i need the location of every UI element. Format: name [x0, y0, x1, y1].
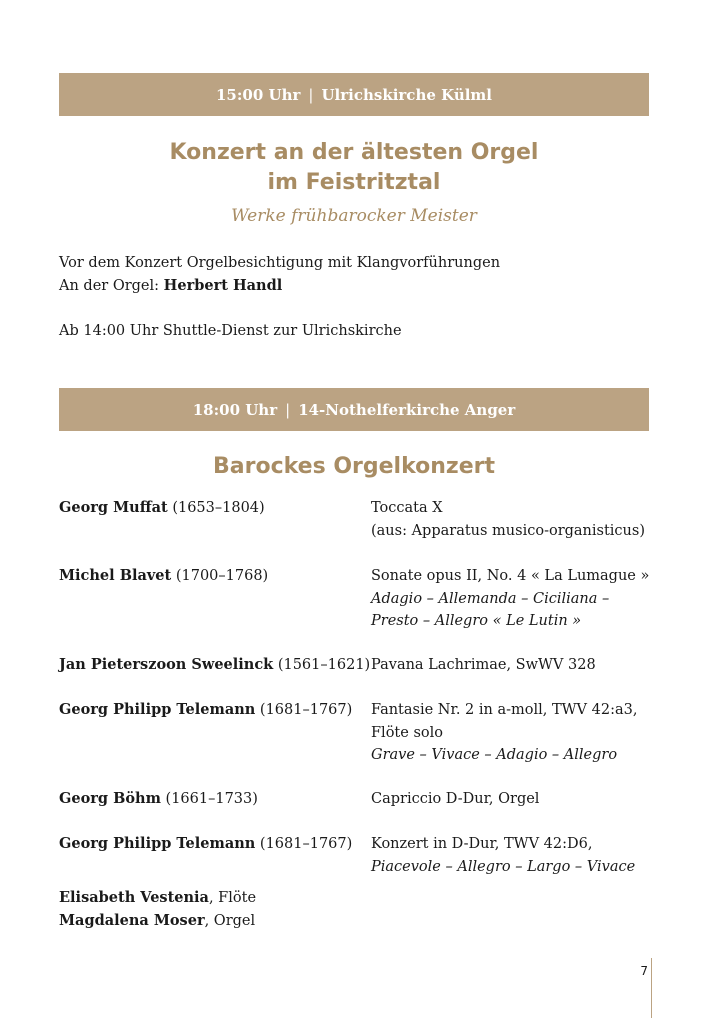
- composer-years: (1661–1733): [165, 791, 258, 807]
- work: [371, 699, 637, 767]
- concert-title-line2: im Feistritztal: [267, 170, 441, 195]
- work: [371, 654, 596, 677]
- composer-years: (1681–1767): [259, 702, 353, 718]
- work-movements: Adagio – Allemanda – Ciciliana –: [371, 590, 610, 607]
- time-location-banner: [59, 73, 649, 116]
- work: [371, 497, 645, 542]
- work: [371, 788, 539, 811]
- event-location: Ulrichskirche Külml: [321, 85, 492, 104]
- work-title: Konzert in D-Dur, TWV 42:D6,: [371, 836, 593, 852]
- banner-separator: |: [308, 85, 314, 104]
- performer-instrument: , Flöte: [208, 890, 257, 906]
- composer: [59, 835, 352, 852]
- composer: [59, 701, 352, 718]
- composer-name: Georg Muffat: [59, 499, 168, 516]
- performer-instrument: , Orgel: [204, 913, 256, 929]
- event-location: 14-Nothelferkirche Anger: [298, 400, 516, 419]
- concert-subtitle: Werke frühbarocker Meister: [231, 206, 477, 226]
- performer: [59, 889, 256, 906]
- organist-label: An der Orgel:: [59, 278, 160, 294]
- shuttle-info: Ab 14:00 Uhr Shuttle-Dienst zur Ulrichskirche: [59, 323, 402, 339]
- work-title: Capriccio D-Dur, Orgel: [371, 791, 540, 807]
- composer-years: (1561–1621): [277, 657, 371, 673]
- work-title: Flöte solo: [371, 724, 443, 741]
- event-time: 15:00 Uhr: [215, 85, 301, 104]
- organist-name: Herbert Handl: [163, 277, 283, 294]
- composer: [59, 567, 268, 584]
- concert-title: Barockes Orgelkonzert: [212, 454, 495, 479]
- performer-name: Elisabeth Vestenia: [59, 889, 209, 906]
- work-title: (aus: Apparatus musico-organisticus): [371, 522, 645, 539]
- composer-name: Georg Böhm: [59, 790, 161, 807]
- work-title: Fantasie Nr. 2 in a-moll, TWV 42:a3,: [371, 702, 638, 718]
- work-movements: Presto – Allegro « Le Lutin »: [371, 613, 582, 629]
- composer-name: Michel Blavet: [59, 567, 172, 584]
- work: [371, 833, 635, 878]
- performer-name: Magdalena Moser: [59, 912, 205, 929]
- time-location-banner: [59, 388, 649, 431]
- organist-line: [59, 277, 282, 294]
- event-time: 18:00 Uhr: [192, 400, 278, 419]
- work-title: Toccata X: [371, 500, 443, 516]
- concert-title-line1: Konzert an der ältesten Orgel: [169, 140, 539, 165]
- work: [371, 565, 649, 633]
- composer-name: Georg Philipp Telemann: [59, 835, 256, 852]
- composer-name: Jan Pieterszoon Sweelinck: [59, 656, 274, 673]
- performer: [59, 912, 255, 929]
- page-number: 7: [640, 964, 648, 978]
- banner-separator: |: [285, 400, 291, 419]
- work-title: Sonate opus II, No. 4 « La Lumague »: [371, 568, 650, 584]
- composer: [59, 790, 258, 807]
- composer-years: (1700–1768): [175, 568, 269, 584]
- composer: [59, 656, 370, 673]
- composer-years: (1681–1767): [259, 836, 353, 852]
- composer-years: (1653–1804): [172, 500, 265, 516]
- work-title: Pavana Lachrimae, SwWV 328: [371, 657, 596, 673]
- concert-title: [59, 138, 649, 198]
- work-movements: Grave – Vivace – Adagio – Allegro: [371, 747, 618, 763]
- composer-name: Georg Philipp Telemann: [59, 701, 256, 718]
- page-number-rule: [651, 958, 652, 1018]
- info-line: Vor dem Konzert Orgelbesichtigung mit Klangvorführungen: [59, 255, 501, 271]
- composer: [59, 499, 265, 516]
- work-movements: Piacevole – Allegro – Largo – Vivace: [371, 858, 636, 875]
